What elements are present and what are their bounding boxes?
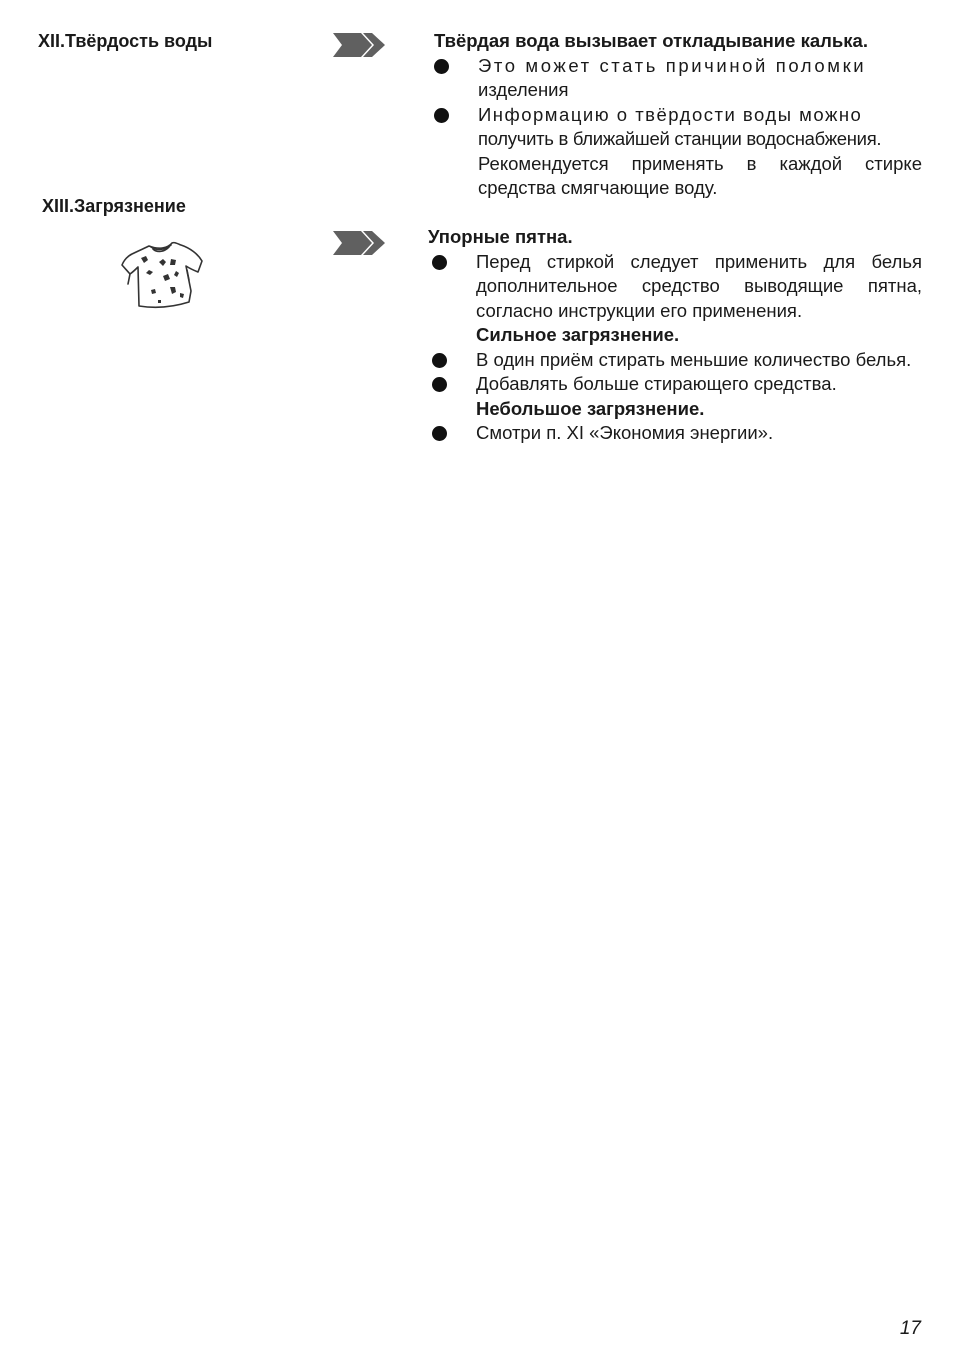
bullet-icon [432, 255, 447, 270]
page-number: 17 [899, 1318, 921, 1339]
subheading-light-soiling: Небольшое загрязнение. [476, 397, 705, 419]
double-arrow-icon [333, 33, 385, 57]
soiled-shirt-icon [118, 240, 204, 312]
bullet-icon [432, 426, 447, 441]
soiling-block [428, 225, 922, 446]
list-item: Это может стать причиной поломки изделения [430, 54, 922, 103]
bullet-icon [434, 59, 449, 74]
water-hardness-block [434, 29, 922, 201]
list-item: Перед стиркой следует применить для белья дополнительное средство выводящие пятна, согласно инструкции его применения. [428, 250, 922, 324]
bullet-icon [432, 377, 447, 392]
bullet-icon [432, 353, 447, 368]
double-arrow-icon [333, 231, 385, 255]
list-item: Смотри п. XI «Экономия энергии». [428, 421, 922, 446]
subheading-heavy-soiling: Сильное загрязнение. [476, 324, 680, 345]
section-title-soiling: XIII.Загрязнение [42, 196, 186, 216]
section-title-water-hardness: XII.Твёрдость воды [38, 31, 213, 51]
bullet-icon [434, 108, 449, 123]
list-item: Информацию о твёрдости воды можно получить в ближайшей станции водоснабжения. Рекомендуется применять в каждой стирке средства смягчающие воду. [430, 103, 922, 201]
water-hardness-heading: Твёрдая вода вызывает откладывание калька. [434, 30, 868, 51]
list-item: Добавлять больше стирающего средства. [428, 372, 922, 397]
list-item: В один приём стирать меньшие количество белья. [428, 348, 922, 373]
soiling-heading: Упорные пятна. [428, 226, 573, 247]
